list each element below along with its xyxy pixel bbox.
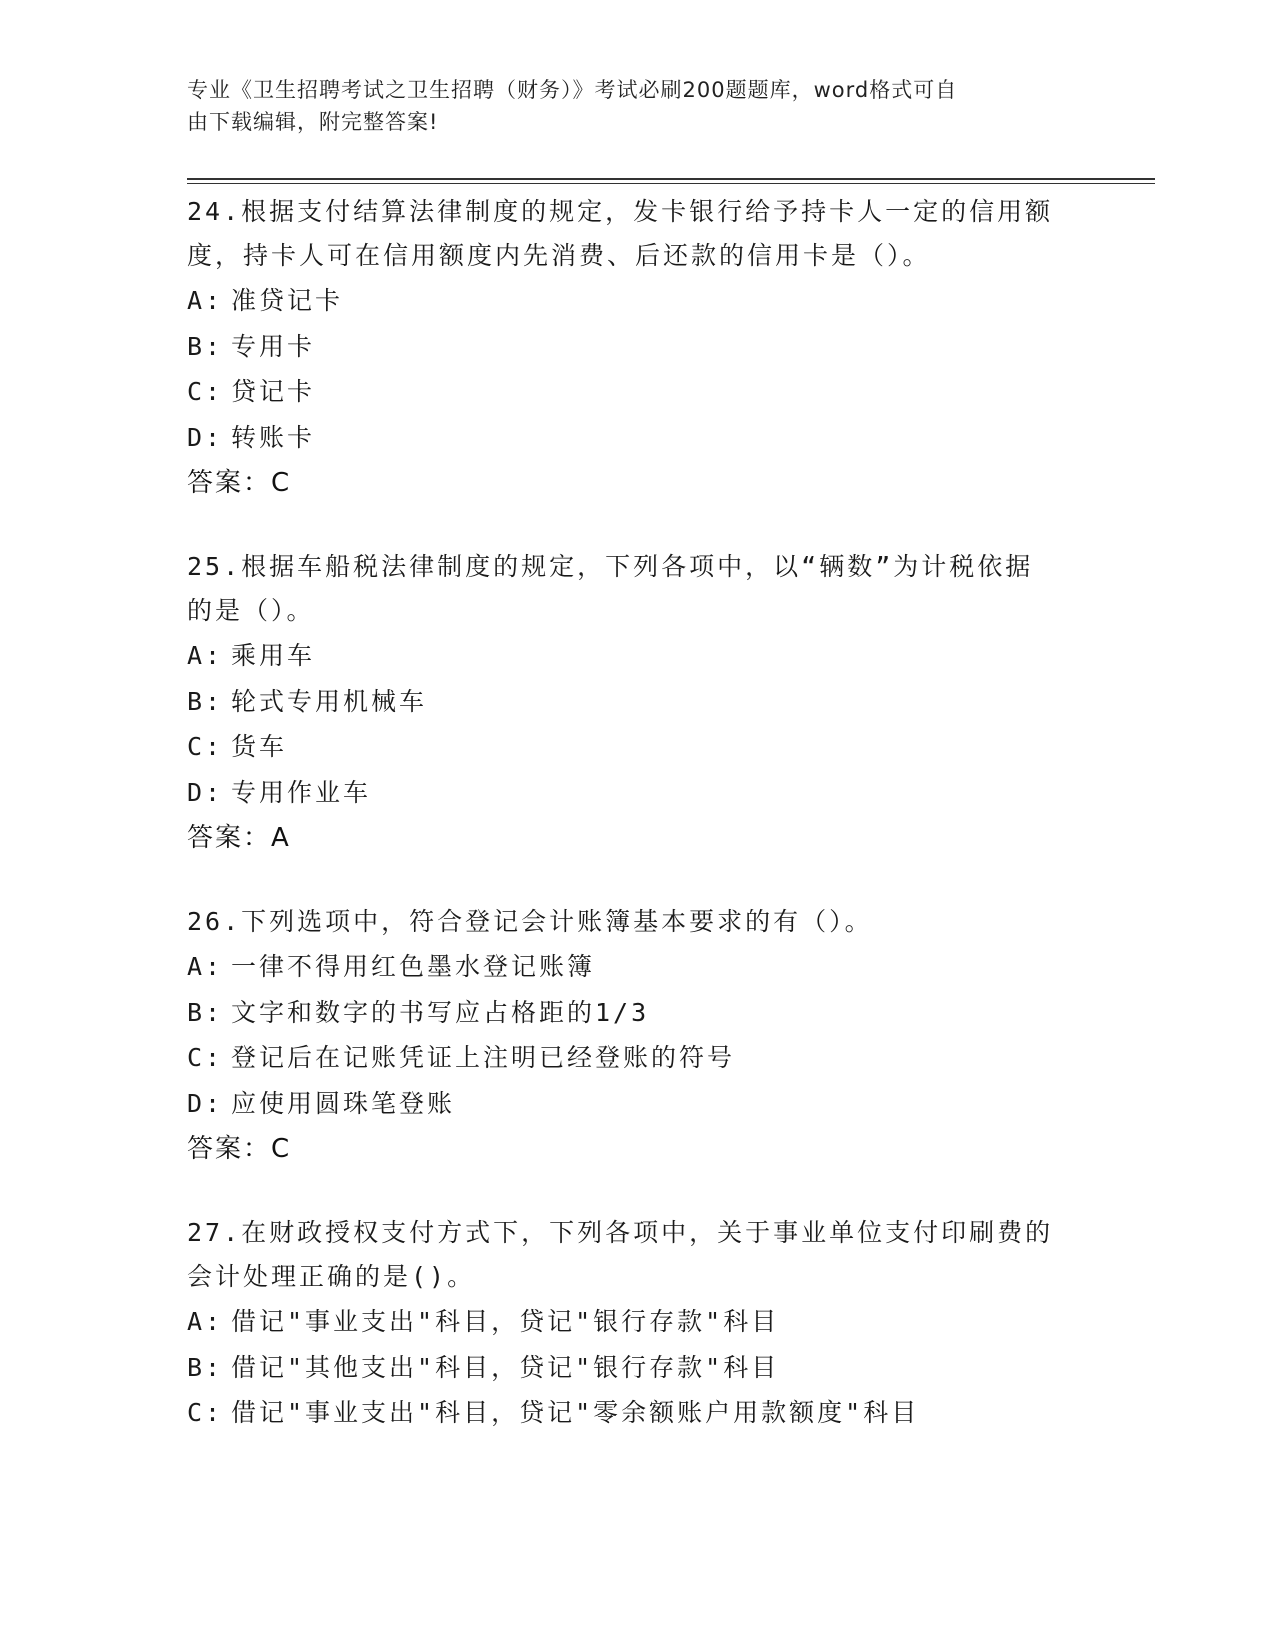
stem-line-2: 度，持卡人可在信用额度内先消费、后还款的信用卡是（）。 — [187, 241, 931, 270]
option-d — [187, 770, 1087, 816]
option-text: 货车 — [231, 732, 288, 761]
option-letter: B: — [187, 1352, 224, 1382]
option-letter: B: — [187, 686, 224, 716]
option-c — [187, 724, 1087, 770]
stem-line-2: 会计处理正确的是()。 — [187, 1262, 476, 1291]
option-c — [187, 369, 1087, 415]
option-text: 文字和数字的书写应占格距的1/3 — [231, 997, 650, 1027]
question-27 — [187, 1211, 1087, 1436]
option-text: 登记后在记账凭证上注明已经登账的符号 — [231, 1043, 736, 1072]
option-text: 转账卡 — [231, 422, 316, 452]
option-text: 轮式专用机械车 — [231, 686, 428, 716]
option-text: 乘用车 — [231, 641, 316, 670]
header-divider — [187, 178, 1155, 180]
answer: 答案：A — [187, 823, 291, 853]
option-letter: C: — [187, 1398, 224, 1427]
question-stem — [187, 545, 1087, 633]
option-letter: A: — [187, 641, 224, 670]
option-c — [187, 1035, 1087, 1081]
option-d — [187, 1081, 1087, 1127]
option-b — [187, 1345, 1087, 1391]
option-a — [187, 278, 1087, 324]
answer: 答案：C — [187, 1134, 292, 1164]
option-text: 贷记卡 — [231, 377, 316, 406]
question-stem — [187, 1211, 1087, 1299]
question-stem — [187, 190, 1087, 278]
option-letter: D: — [187, 777, 224, 807]
option-b — [187, 990, 1087, 1036]
option-b — [187, 679, 1087, 725]
option-letter: C: — [187, 377, 224, 406]
header-line-1: 专业《卫生招聘考试之卫生招聘（财务）》考试必刷200题题库，word格式可自 — [187, 78, 958, 102]
option-text: 借记"其他支出"科目，贷记"银行存款"科目 — [231, 1352, 780, 1382]
option-letter: A: — [187, 952, 224, 981]
header-divider-thin — [187, 183, 1155, 184]
document-header — [187, 74, 1087, 138]
stem-line-1: 24.根据支付结算法律制度的规定，发卡银行给予持卡人一定的信用额 — [187, 197, 1054, 226]
question-25 — [187, 545, 1087, 861]
option-a — [187, 633, 1087, 679]
option-text: 专用卡 — [231, 331, 316, 361]
option-b — [187, 324, 1087, 370]
stem-line-2: 的是（）。 — [187, 596, 315, 625]
question-26 — [187, 900, 1087, 1172]
option-letter: B: — [187, 331, 224, 361]
option-text: 专用作业车 — [231, 777, 372, 807]
option-text: 借记"事业支出"科目，贷记"银行存款"科目 — [231, 1307, 780, 1336]
question-list — [187, 190, 1087, 1475]
option-text: 准贷记卡 — [231, 286, 344, 315]
option-text: 一律不得用红色墨水登记账簿 — [231, 952, 596, 981]
stem-line-1: 26.下列选项中，符合登记会计账簿基本要求的有（）。 — [187, 907, 873, 936]
stem-line-1: 25.根据车船税法律制度的规定，下列各项中，以“辆数”为计税依据 — [187, 552, 1034, 581]
option-d — [187, 415, 1087, 461]
option-letter: C: — [187, 1043, 224, 1072]
stem-line-1: 27.在财政授权支付方式下，下列各项中，关于事业单位支付印刷费的 — [187, 1218, 1054, 1247]
question-stem — [187, 900, 1087, 944]
option-letter: B: — [187, 997, 224, 1027]
option-text: 应使用圆珠笔登账 — [231, 1088, 456, 1118]
option-c — [187, 1390, 1087, 1436]
option-text: 借记"事业支出"科目，贷记"零余额账户用款额度"科目 — [231, 1398, 920, 1427]
option-letter: D: — [187, 422, 224, 452]
option-a — [187, 944, 1087, 990]
question-24 — [187, 190, 1087, 506]
option-letter: C: — [187, 732, 224, 761]
answer: 答案：C — [187, 468, 292, 498]
option-letter: A: — [187, 1307, 224, 1336]
option-a — [187, 1299, 1087, 1345]
option-letter: D: — [187, 1088, 224, 1118]
option-letter: A: — [187, 286, 224, 315]
header-line-2: 由下载编辑，附完整答案! — [187, 110, 439, 134]
